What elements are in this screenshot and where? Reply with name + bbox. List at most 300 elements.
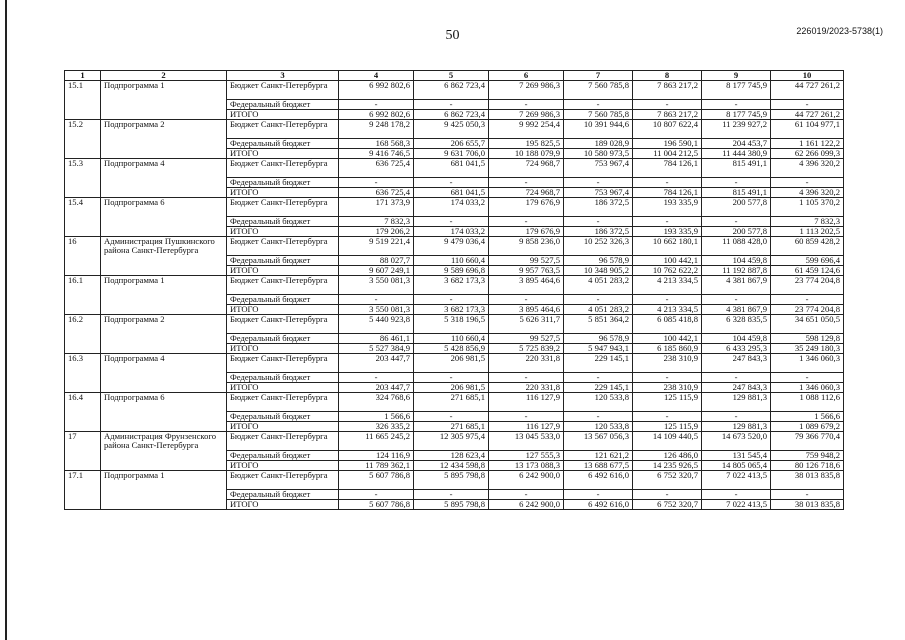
amount-cell: 12 305 975,4 [414,432,489,451]
amount-cell: 96 578,9 [564,256,633,266]
amount-cell: 1 088 112,6 [771,393,844,412]
table-row [65,471,844,490]
funding-source: Бюджет Санкт-Петербурга [227,393,339,412]
amount-cell: 1 566,6 [771,412,844,422]
amount-cell: - [414,373,489,383]
program-name: Администрация Пушкинского района Санкт-Петербурга [101,237,227,276]
amount-cell: 4 213 334,5 [633,276,702,295]
amount-cell: 186 372,5 [564,227,633,237]
amount-cell: - [702,412,771,422]
amount-cell: 238 310,9 [633,354,702,373]
funding-source: Федеральный бюджет [227,295,339,305]
amount-cell: 4 051 283,2 [564,276,633,295]
amount-cell: - [489,490,564,500]
amount-cell: 60 859 428,2 [771,237,844,256]
amount-cell: 4 396 320,2 [771,188,844,198]
amount-cell: - [489,373,564,383]
amount-cell: 7 560 785,8 [564,81,633,100]
amount-cell: 7 022 413,5 [702,471,771,490]
amount-cell: 86 461,1 [339,334,414,344]
amount-cell: 1 089 679,2 [771,422,844,432]
amount-cell: - [414,100,489,110]
amount-cell: - [564,295,633,305]
amount-cell: 104 459,8 [702,334,771,344]
funding-source: ИТОГО [227,305,339,315]
program-name: Подпрограмма 4 [101,159,227,198]
amount-cell: 5 428 856,9 [414,344,489,354]
amount-cell: 6 085 418,8 [633,315,702,334]
budget-table [64,70,844,510]
table-row [65,81,844,100]
amount-cell: 13 567 056,3 [564,432,633,451]
amount-cell: 681 041,5 [414,159,489,178]
program-name: Подпрограмма 1 [101,276,227,315]
amount-cell: 759 948,2 [771,451,844,461]
amount-cell: 79 366 770,4 [771,432,844,451]
amount-cell: 5 725 839,2 [489,344,564,354]
amount-cell: - [339,100,414,110]
amount-cell: 815 491,1 [702,159,771,178]
scan-edge [5,0,7,640]
amount-cell: - [633,295,702,305]
amount-cell: 116 127,9 [489,393,564,412]
amount-cell: 9 479 036,4 [414,237,489,256]
amount-cell: 10 762 622,2 [633,266,702,276]
amount-cell: 14 673 520,0 [702,432,771,451]
table-row [65,120,844,139]
amount-cell: - [702,490,771,500]
table-row [65,237,844,256]
amount-cell: 5 440 923,8 [339,315,414,334]
column-header: 4 [339,71,414,81]
amount-cell: 220 331,8 [489,383,564,393]
amount-cell: 11 004 212,5 [633,149,702,159]
amount-cell: 7 560 785,8 [564,110,633,120]
amount-cell: - [702,100,771,110]
funding-source: Федеральный бюджет [227,217,339,227]
funding-source: ИТОГО [227,500,339,510]
funding-source: Федеральный бюджет [227,178,339,188]
amount-cell: 1 346 060,3 [771,383,844,393]
amount-cell: 80 126 718,6 [771,461,844,471]
amount-cell: 599 696,4 [771,256,844,266]
amount-cell: 4 381 867,9 [702,276,771,295]
column-header: 3 [227,71,339,81]
amount-cell: - [564,178,633,188]
funding-source: Федеральный бюджет [227,256,339,266]
funding-source: ИТОГО [227,383,339,393]
funding-source: Бюджет Санкт-Петербурга [227,315,339,334]
header-row [65,71,844,81]
funding-source: ИТОГО [227,422,339,432]
amount-cell: 9 992 254,4 [489,120,564,139]
amount-cell: 220 331,8 [489,354,564,373]
funding-source: Бюджет Санкт-Петербурга [227,354,339,373]
row-code: 16.1 [65,276,101,315]
amount-cell: - [489,178,564,188]
amount-cell: - [564,490,633,500]
amount-cell: - [702,373,771,383]
amount-cell: 9 589 696,8 [414,266,489,276]
program-name: Подпрограмма 6 [101,198,227,237]
funding-source: Федеральный бюджет [227,373,339,383]
amount-cell: 179 676,9 [489,227,564,237]
row-code: 17.1 [65,471,101,510]
column-header: 8 [633,71,702,81]
amount-cell: 100 442,1 [633,334,702,344]
funding-source: ИТОГО [227,344,339,354]
amount-cell: 88 027,7 [339,256,414,266]
funding-source: Бюджет Санкт-Петербурга [227,276,339,295]
amount-cell: 229 145,1 [564,354,633,373]
amount-cell: 6 433 295,3 [702,344,771,354]
funding-source: ИТОГО [227,461,339,471]
amount-cell: 6 242 900,0 [489,500,564,510]
amount-cell: 179 206,2 [339,227,414,237]
row-code: 15.3 [65,159,101,198]
funding-source: Федеральный бюджет [227,490,339,500]
amount-cell: 5 947 943,1 [564,344,633,354]
amount-cell: - [564,100,633,110]
amount-cell: 96 578,9 [564,334,633,344]
amount-cell: - [414,217,489,227]
table-row [65,276,844,295]
amount-cell: 1 105 370,2 [771,198,844,217]
amount-cell: 8 177 745,9 [702,110,771,120]
amount-cell: 171 373,9 [339,198,414,217]
amount-cell: 10 188 079,9 [489,149,564,159]
amount-cell: 7 863 217,2 [633,110,702,120]
funding-source: Бюджет Санкт-Петербурга [227,432,339,451]
amount-cell: - [771,490,844,500]
funding-source: Бюджет Санкт-Петербурга [227,159,339,178]
amount-cell: 99 527,5 [489,256,564,266]
amount-cell: 5 527 384,9 [339,344,414,354]
amount-cell: 35 249 180,3 [771,344,844,354]
amount-cell: - [702,217,771,227]
amount-cell: - [489,295,564,305]
amount-cell: - [339,373,414,383]
amount-cell: - [414,178,489,188]
amount-cell: 724 968,7 [489,159,564,178]
amount-cell: 7 832,3 [771,217,844,227]
row-code: 17 [65,432,101,471]
row-code: 16.4 [65,393,101,432]
amount-cell: 7 832,3 [339,217,414,227]
amount-cell: 10 252 326,3 [564,237,633,256]
amount-cell: 11 239 927,2 [702,120,771,139]
table-row [65,393,844,412]
amount-cell: 44 727 261,2 [771,110,844,120]
amount-cell: 120 533,8 [564,422,633,432]
amount-cell: 9 248 178,2 [339,120,414,139]
amount-cell: 1 161 122,2 [771,139,844,149]
amount-cell: 238 310,9 [633,383,702,393]
amount-cell: 104 459,8 [702,256,771,266]
amount-cell: - [414,295,489,305]
amount-cell: 14 109 440,5 [633,432,702,451]
amount-cell: 229 145,1 [564,383,633,393]
amount-cell: 124 116,9 [339,451,414,461]
amount-cell: 6 492 616,0 [564,471,633,490]
amount-cell: - [771,178,844,188]
column-header: 7 [564,71,633,81]
amount-cell: 34 651 050,5 [771,315,844,334]
amount-cell: - [564,373,633,383]
funding-source: Федеральный бюджет [227,100,339,110]
amount-cell: - [564,217,633,227]
amount-cell: 1 113 202,5 [771,227,844,237]
amount-cell: 7 269 986,3 [489,110,564,120]
amount-cell: 3 682 173,3 [414,276,489,295]
amount-cell: 62 266 099,3 [771,149,844,159]
amount-cell: 1 346 060,3 [771,354,844,373]
program-name: Подпрограмма 2 [101,315,227,354]
amount-cell: 23 774 204,8 [771,305,844,315]
amount-cell: 636 725,4 [339,159,414,178]
amount-cell: - [489,217,564,227]
amount-cell: 9 607 249,1 [339,266,414,276]
page-number: 50 [445,28,460,43]
amount-cell: 186 372,5 [564,198,633,217]
amount-cell: 6 492 616,0 [564,500,633,510]
amount-cell: 271 685,1 [414,422,489,432]
amount-cell: 203 447,7 [339,354,414,373]
amount-cell: 4 396 320,2 [771,159,844,178]
amount-cell: 99 527,5 [489,334,564,344]
program-name: Подпрограмма 2 [101,120,227,159]
document-code: 226019/2023-5738(1) [796,26,883,36]
funding-source: Федеральный бюджет [227,334,339,344]
amount-cell: 3 895 464,6 [489,305,564,315]
amount-cell: 11 088 428,0 [702,237,771,256]
amount-cell: 1 566,6 [339,412,414,422]
amount-cell: 7 022 413,5 [702,500,771,510]
amount-cell: 200 577,8 [702,198,771,217]
funding-source: Бюджет Санкт-Петербурга [227,81,339,100]
amount-cell: 193 335,9 [633,227,702,237]
amount-cell: 10 580 973,5 [564,149,633,159]
amount-cell: 5 607 786,8 [339,471,414,490]
amount-cell: 179 676,9 [489,198,564,217]
amount-cell: 44 727 261,2 [771,81,844,100]
amount-cell: 784 126,1 [633,159,702,178]
amount-cell: - [633,100,702,110]
amount-cell: 200 577,8 [702,227,771,237]
amount-cell: 128 623,4 [414,451,489,461]
amount-cell: 3 550 081,3 [339,276,414,295]
amount-cell: 6 862 723,4 [414,81,489,100]
amount-cell: 13 173 088,3 [489,461,564,471]
column-header: 9 [702,71,771,81]
amount-cell: 121 621,2 [564,451,633,461]
amount-cell: 12 434 598,8 [414,461,489,471]
amount-cell: - [633,217,702,227]
amount-cell: 7 863 217,2 [633,81,702,100]
amount-cell: 100 442,1 [633,256,702,266]
amount-cell: 815 491,1 [702,188,771,198]
funding-source: Федеральный бюджет [227,139,339,149]
amount-cell: 11 789 362,1 [339,461,414,471]
amount-cell: 10 662 180,1 [633,237,702,256]
amount-cell: 271 685,1 [414,393,489,412]
amount-cell: - [771,100,844,110]
amount-cell: 6 185 860,9 [633,344,702,354]
row-code: 15.1 [65,81,101,120]
amount-cell: 9 519 221,4 [339,237,414,256]
funding-source: ИТОГО [227,227,339,237]
amount-cell: - [771,295,844,305]
amount-cell: 14 235 926,5 [633,461,702,471]
amount-cell: - [339,178,414,188]
amount-cell: 9 425 050,3 [414,120,489,139]
program-name: Подпрограмма 6 [101,393,227,432]
table-row [65,159,844,178]
amount-cell: 14 805 065,4 [702,461,771,471]
amount-cell: 6 992 802,6 [339,110,414,120]
amount-cell: 13 688 677,5 [564,461,633,471]
table-row [65,315,844,334]
amount-cell: 125 115,9 [633,422,702,432]
amount-cell: 11 665 245,2 [339,432,414,451]
program-name: Подпрограмма 4 [101,354,227,393]
amount-cell: 9 631 706,0 [414,149,489,159]
amount-cell: 6 862 723,4 [414,110,489,120]
funding-source: ИТОГО [227,149,339,159]
amount-cell: - [633,490,702,500]
funding-source: Бюджет Санкт-Петербурга [227,237,339,256]
funding-source: Бюджет Санкт-Петербурга [227,471,339,490]
amount-cell: 6 752 320,7 [633,471,702,490]
column-header: 2 [101,71,227,81]
amount-cell: 247 843,3 [702,354,771,373]
amount-cell: - [564,412,633,422]
amount-cell: 724 968,7 [489,188,564,198]
amount-cell: 753 967,4 [564,188,633,198]
amount-cell: 11 192 887,8 [702,266,771,276]
amount-cell: 5 607 786,8 [339,500,414,510]
amount-cell: - [702,178,771,188]
amount-cell: 116 127,9 [489,422,564,432]
amount-cell: 784 126,1 [633,188,702,198]
amount-cell: 174 033,2 [414,227,489,237]
amount-cell: 3 682 173,3 [414,305,489,315]
amount-cell: 247 843,3 [702,383,771,393]
amount-cell: - [489,100,564,110]
amount-cell: 38 013 835,8 [771,471,844,490]
amount-cell: 13 045 533,0 [489,432,564,451]
row-code: 16.2 [65,315,101,354]
amount-cell: - [702,295,771,305]
amount-cell: 196 590,1 [633,139,702,149]
amount-cell: - [771,373,844,383]
row-code: 16 [65,237,101,276]
amount-cell: 206 981,5 [414,354,489,373]
funding-source: ИТОГО [227,188,339,198]
table-row [65,354,844,373]
amount-cell: - [339,490,414,500]
amount-cell: 193 335,9 [633,198,702,217]
amount-cell: 6 328 835,5 [702,315,771,334]
amount-cell: 38 013 835,8 [771,500,844,510]
amount-cell: 681 041,5 [414,188,489,198]
amount-cell: 126 486,0 [633,451,702,461]
column-header: 10 [771,71,844,81]
amount-cell: 598 129,8 [771,334,844,344]
column-header: 6 [489,71,564,81]
amount-cell: 4 213 334,5 [633,305,702,315]
program-name: Подпрограмма 1 [101,81,227,120]
amount-cell: 5 851 364,2 [564,315,633,334]
amount-cell: 129 881,3 [702,393,771,412]
amount-cell: 195 825,5 [489,139,564,149]
funding-source: Бюджет Санкт-Петербурга [227,120,339,139]
table-body [65,81,844,510]
amount-cell: 5 895 798,8 [414,471,489,490]
amount-cell: 131 545,4 [702,451,771,461]
row-code: 15.2 [65,120,101,159]
amount-cell: 7 269 986,3 [489,81,564,100]
amount-cell: 8 177 745,9 [702,81,771,100]
amount-cell: 10 391 944,6 [564,120,633,139]
amount-cell: 206 981,5 [414,383,489,393]
amount-cell: - [414,412,489,422]
amount-cell: 9 957 763,5 [489,266,564,276]
table-row [65,198,844,217]
amount-cell: 168 568,3 [339,139,414,149]
program-name: Администрация Фрунзенского района Санкт-Петербурга [101,432,227,471]
amount-cell: 5 626 311,7 [489,315,564,334]
amount-cell: 3 895 464,6 [489,276,564,295]
funding-source: ИТОГО [227,110,339,120]
program-name: Подпрограмма 1 [101,471,227,510]
amount-cell: 4 381 867,9 [702,305,771,315]
amount-cell: 9 858 236,0 [489,237,564,256]
amount-cell: 636 725,4 [339,188,414,198]
amount-cell: 5 318 196,5 [414,315,489,334]
amount-cell: 204 453,7 [702,139,771,149]
amount-cell: 61 104 977,1 [771,120,844,139]
amount-cell: 4 051 283,2 [564,305,633,315]
amount-cell: 61 459 124,6 [771,266,844,276]
row-code: 16.3 [65,354,101,393]
funding-source: Федеральный бюджет [227,412,339,422]
amount-cell: 189 028,9 [564,139,633,149]
amount-cell: 753 967,4 [564,159,633,178]
amount-cell: 23 774 204,8 [771,276,844,295]
amount-cell: - [633,412,702,422]
amount-cell: 5 895 798,8 [414,500,489,510]
amount-cell: - [489,412,564,422]
amount-cell: 10 348 905,2 [564,266,633,276]
amount-cell: 326 335,2 [339,422,414,432]
row-code: 15.4 [65,198,101,237]
amount-cell: 110 660,4 [414,334,489,344]
amount-cell: 203 447,7 [339,383,414,393]
amount-cell: 11 444 380,9 [702,149,771,159]
amount-cell: 3 550 081,3 [339,305,414,315]
amount-cell: - [339,295,414,305]
amount-cell: - [414,490,489,500]
amount-cell: 125 115,9 [633,393,702,412]
amount-cell: 129 881,3 [702,422,771,432]
amount-cell: 127 555,3 [489,451,564,461]
amount-cell: 110 660,4 [414,256,489,266]
column-header: 1 [65,71,101,81]
funding-source: Федеральный бюджет [227,451,339,461]
amount-cell: - [633,178,702,188]
amount-cell: 324 768,6 [339,393,414,412]
